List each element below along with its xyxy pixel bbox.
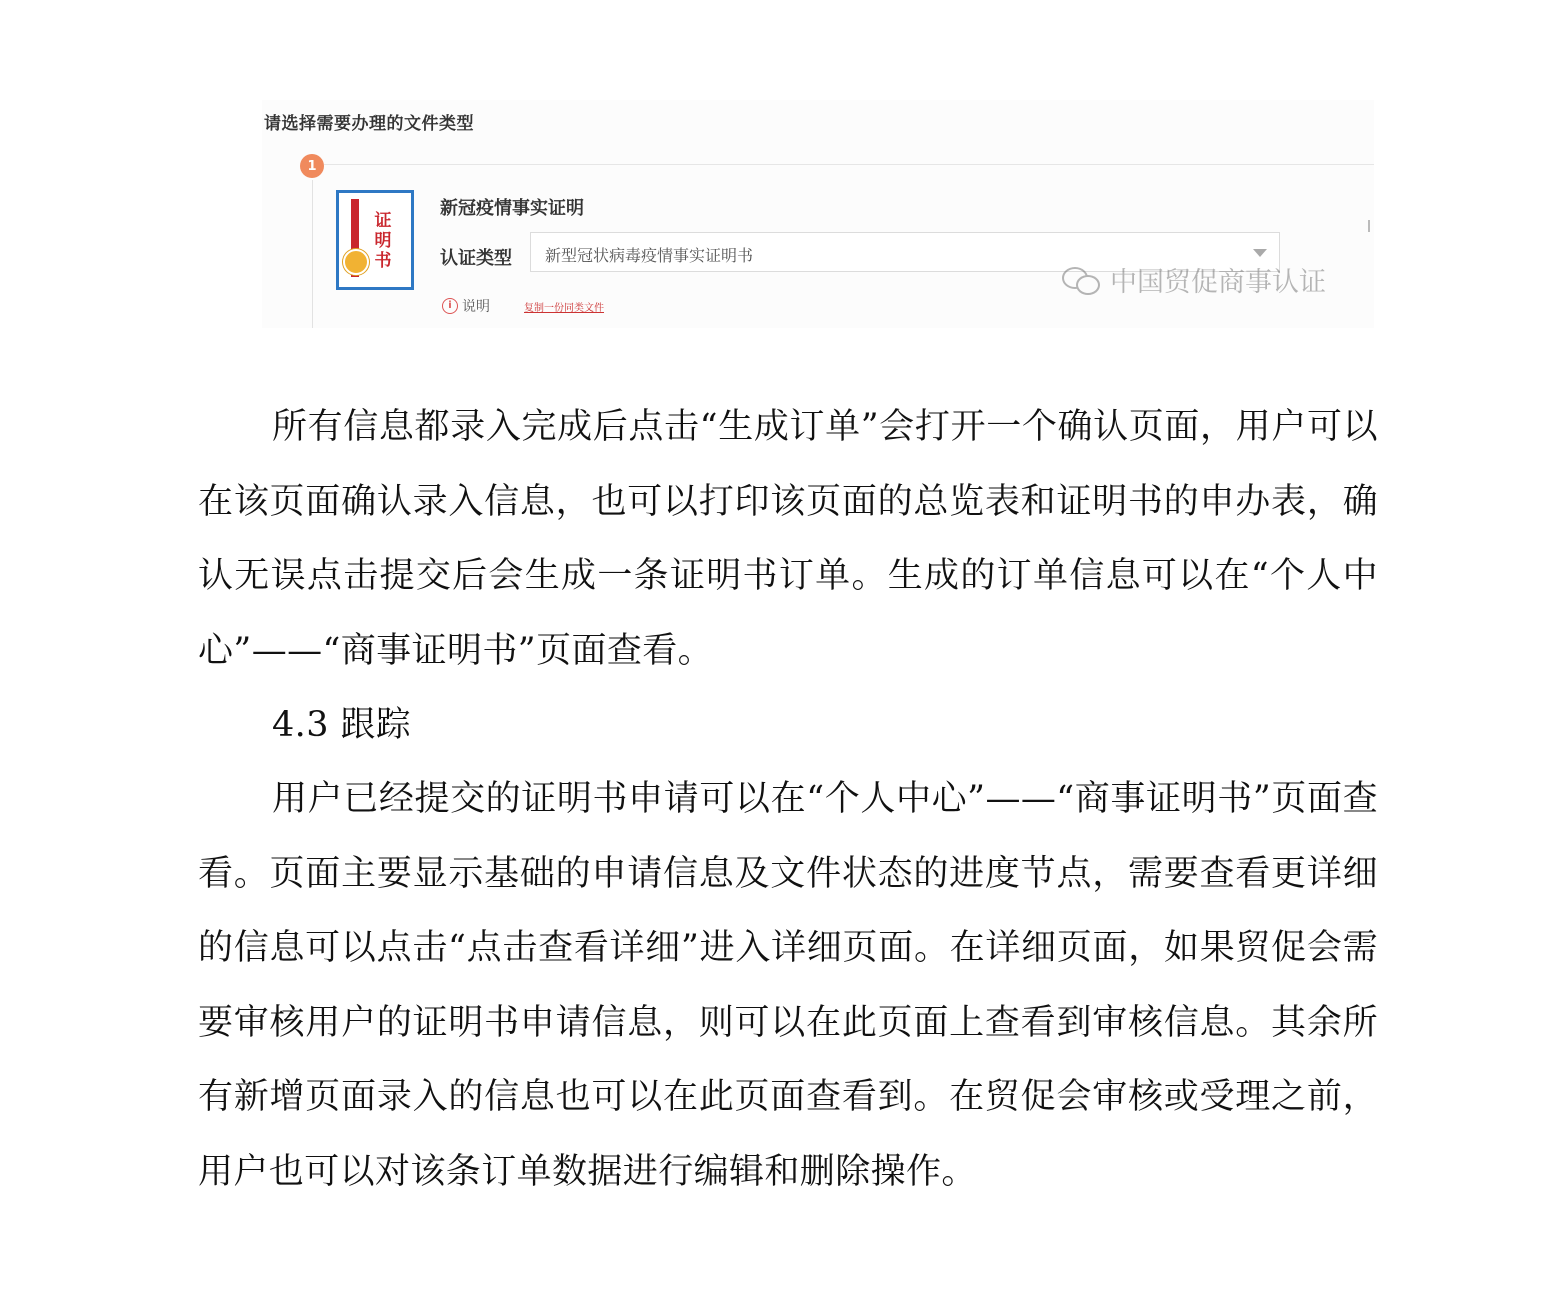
step-badge: 1 xyxy=(300,154,324,178)
step-divider xyxy=(324,164,1374,165)
file-type-heading: 请选择需要办理的文件类型 xyxy=(264,114,474,134)
certification-type-value: 新型冠状病毒疫情事实证明书 xyxy=(545,246,754,265)
scroll-edge xyxy=(1368,220,1370,232)
watermark-text: 中国贸促商事认证 xyxy=(1110,267,1326,298)
certification-type-label: 认证类型 xyxy=(440,248,512,269)
embedded-screenshot xyxy=(262,100,1374,328)
certificate-icon[interactable] xyxy=(336,190,414,290)
copy-file-link[interactable]: 复制一份同类文件 xyxy=(524,303,604,314)
note-label: 说明 xyxy=(462,299,490,315)
chevron-down-icon xyxy=(1253,249,1267,257)
watermark xyxy=(1062,260,1326,299)
form-title: 新冠疫情事实证明 xyxy=(440,198,584,219)
section-heading: 4.3 跟踪 xyxy=(272,705,412,745)
wechat-icon xyxy=(1062,265,1102,295)
info-icon: i xyxy=(442,298,458,314)
note-link[interactable] xyxy=(442,296,490,316)
step-connector xyxy=(312,180,313,328)
seal-icon xyxy=(343,249,369,275)
paragraph-order-generation: 所有信息都录入完成后点击“生成订单”会打开一个确认页面，用户可以在该页面确认录入信息，也可以打印该页面的总览表和证明书的申办表，确认无误点击提交后会生成一条证明书订单。生成的订单信息可以在“个人中心”——“商事证明书”页面查看。 xyxy=(198,407,1378,671)
certificate-icon-label: 证明书 xyxy=(374,211,392,271)
paragraph-tracking: 用户已经提交的证明书申请可以在“个人中心”——“商事证明书”页面查看。页面主要显示基础的申请信息及文件状态的进度节点，需要查看更详细的信息可以点击“点击查看详细”进入详细页面。在详细页面，如果贸促会需要审核用户的证明书申请信息，则可以在此页面上查看到审核信息。其余所有新增页面录入的信息也可以在此页面查看到。在贸促会审核或受理之前，用户也可以对该条订单数据进行编辑和删除操作。 xyxy=(198,779,1378,1192)
